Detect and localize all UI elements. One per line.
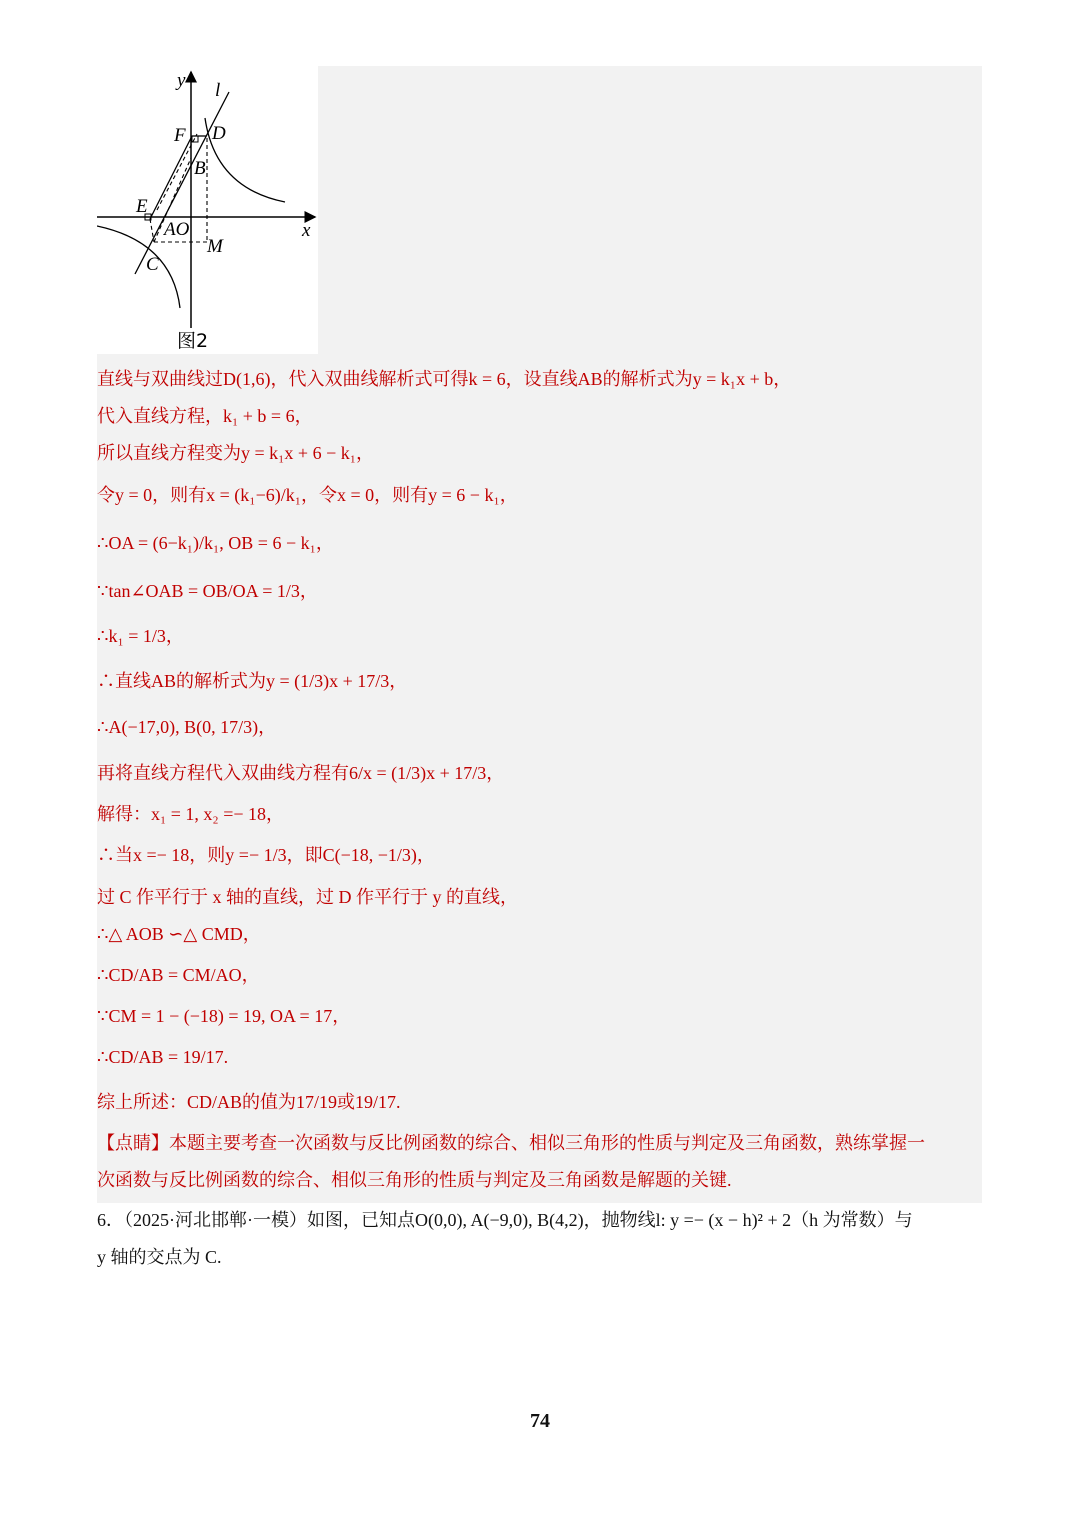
solution-line-12: ∴当x =− 18，则y =− 1/3，即C(−18, −1/3)， (97, 845, 435, 865)
solution-line-5: ∴OA = (6−k₁)/k₁, OB = 6 − k₁， (97, 533, 334, 553)
figure-caption: 图2 (177, 330, 209, 352)
solution-line-10: 再将直线方程代入双曲线方程有6/x = (1/3)x + 17/3， (97, 763, 505, 783)
figure-2 (97, 66, 318, 354)
solution-line-4: 令y = 0，则有x = (k₁−6)/k₁，令x = 0，则有y = 6 − k₁， (97, 485, 518, 505)
solution-line-13: 过 C 作平行于 x 轴的直线，过 D 作平行于 y 的直线， (97, 887, 519, 907)
label-d: D (212, 123, 226, 144)
problem-6-line-2: y 轴的交点为 C. (97, 1247, 222, 1267)
problem-6-line-1: 6．（2025·河北邯郸·一模）如图，已知点O(0,0), A(−9,0), B(4,2)，抛物线l: y =− (x − h)² + 2（h 为常数）与 (97, 1210, 913, 1230)
remark-line-2: 次函数与反比例函数的综合、相似三角形的性质与判定及三角函数是解题的关键. (97, 1170, 732, 1190)
label-b: B (194, 158, 206, 179)
remark-line-1: 【点睛】本题主要考查一次函数与反比例函数的综合、相似三角形的性质与判定及三角函数，熟练掌握一 (97, 1133, 925, 1153)
label-f: F (174, 125, 186, 146)
solution-line-14: ∴△ AOB ∽△ CMD， (97, 924, 261, 944)
segment-ef (150, 136, 192, 219)
page-number: 74 (530, 1410, 550, 1432)
solution-line-17: ∴CD/AB = 19/17. (97, 1047, 229, 1067)
solution-line-2: 代入直线方程，k₁ + b = 6， (97, 406, 313, 426)
label-ao: AO (164, 219, 190, 240)
label-l: l (215, 80, 221, 101)
solution-line-11: 解得：x₁ = 1, x₂ =− 18， (97, 804, 285, 824)
label-e: E (136, 196, 148, 217)
solution-line-9: ∴A(−17,0), B(0, 17/3)， (97, 717, 277, 737)
solution-line-18: 综上所述：CD/AB的值为17/19或19/17. (97, 1092, 401, 1112)
solution-line-8: ∴直线AB的解析式为y = (1/3)x + 17/3， (97, 671, 408, 691)
label-y: y (177, 70, 186, 91)
solution-line-15: ∴CD/AB = CM/AO， (97, 965, 260, 985)
label-x: x (302, 220, 311, 241)
solution-line-16: ∵CM = 1 − (−18) = 19, OA = 17， (97, 1006, 351, 1026)
hyperbola-line-diagram (97, 66, 318, 354)
solution-line-1: 直线与双曲线过D(1,6)，代入双曲线解析式可得k = 6，设直线AB的解析式为y = k₁x + b， (97, 369, 792, 389)
label-c: C (146, 254, 159, 275)
label-m: M (207, 236, 223, 257)
solution-line-7: ∴k₁ = 1/3， (97, 626, 184, 646)
solution-line-6: ∵tan∠OAB = OB/OA = 1/3， (97, 581, 318, 601)
solution-line-3: 所以直线方程变为y = k₁x + 6 − k₁， (97, 443, 375, 463)
